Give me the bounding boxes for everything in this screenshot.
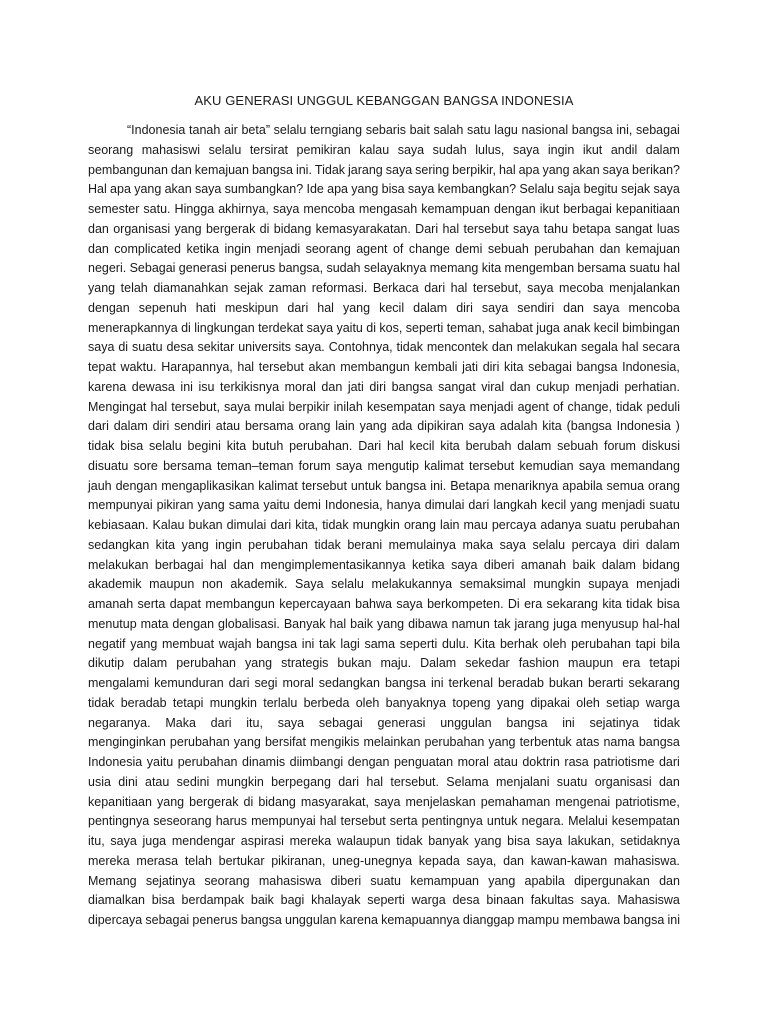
- paragraph-line: menutup mata dengan globalisasi. Banyak hal baik yang dibawa namun tak jarang juga menyusup hal-hal: [88, 616, 680, 631]
- paragraph-line: tidak bisa selalu begini kita butuh perubahan. Dari hal kecil kita berubah dalam sebuah forum diskusi: [88, 439, 680, 453]
- paragraph-line: menerapkannya di lingkungan terdekat saya yaitu di kos, seperti teman, sahabat juga anak kecil bimbingan: [88, 320, 680, 335]
- paragraph-line: tepat waktu. Harapannya, hal tersebut akan membangun kembali jati diri kita sebagai bangsa Indonesia,: [88, 360, 680, 374]
- paragraph-line: pembangunan dan kemajuan bangsa ini. Tidak jarang saya sering berpikir, hal apa yang akan saya berikan?: [88, 162, 680, 177]
- paragraph-line: amanah serta dapat membangun kepercayaan bahwa saya berkompeten. Di era sekarang kita tidak bisa: [88, 597, 680, 611]
- paragraph-line: saya di suatu desa sekitar universits saya. Contohnya, tidak mencontek dan melakukan segala hal secara: [88, 340, 680, 355]
- document-title: AKU GENERASI UNGGUL KEBANGGAN BANGSA INDONESIA: [194, 93, 574, 108]
- paragraph-line: tidak beradab tetapi mungkin terlalu berbeda oleh banyaknya topeng yang dipakai oleh setiap warga: [88, 695, 680, 710]
- paragraph-line: karena dewasa ini isu terkikisnya moral dan jati diri bangsa sangat viral dan cukup menjadi perhatian.: [88, 379, 680, 394]
- paragraph-line: negeri. Sebagai generasi penerus bangsa, sudah selayaknya memang kita mengemban bersama suatu hal: [88, 261, 680, 276]
- paragraph-line: Indonesia yaitu perubahan dinamis diimbangi dengan penguatan moral atau doktrin rasa patriotisme dari: [88, 755, 680, 769]
- essay-paragraph: [88, 121, 680, 931]
- paragraph-line: usia dini atau sedini mungkin berpegang dari hal tersebut. Selama menjalani suatu organisasi dan: [88, 774, 680, 789]
- paragraph-line: dan complicated ketika ingin menjadi seorang agent of change demi sebuah perubahan dan kemajuan: [88, 241, 680, 256]
- paragraph-line: pentingnya seseorang harus mempunyai hal tersebut serta pentingnya untuk negara. Melalui kesempatan: [88, 814, 680, 829]
- paragraph-line: semester satu. Hingga akhirnya, saya mencoba mengasah kemampuan dengan ikut berbagai kepanitiaan: [88, 202, 680, 216]
- paragraph-line: mempunyai pikiran yang sama yaitu demi Indonesia, hanya dimulai dari langkah kecil yang menjadi suatu: [88, 498, 680, 513]
- paragraph-line: diamalkan bisa berdampak baik bagi khalayak seperti warga desa binaan fakultas saya. Mahasiswa: [88, 893, 680, 908]
- paragraph-line: negaranya. Maka dari itu, saya sebagai generasi unggulan bangsa ini sejatinya tidak: [88, 715, 680, 730]
- paragraph-line: Hal apa yang akan saya sumbangkan? Ide apa yang bisa saya kembangkan? Selalu saja begitu sejak saya: [88, 182, 680, 197]
- paragraph-line: melakukan berbagai hal dan mengimplementasikannya ketika saya diberi amanah baik dalam bidang: [88, 557, 680, 572]
- paragraph-line: itu, saya juga mendengar aspirasi mereka walaupun tidak banyak yang bisa saya lakukan, setidaknya: [88, 834, 680, 848]
- paragraph-line: kepanitiaan yang bergerak di bidang masyarakat, saya menjelaskan pemahaman mengenai patriotisme,: [88, 794, 680, 809]
- paragraph-line: negatif yang membuat wajah bangsa ini tak lagi sama seperti dulu. Kita berhak oleh perubahan tapi bila: [88, 636, 680, 651]
- paragraph-line: mengalami kemunduran dari segi moral sedangkan bangsa ini terkenal beradab bukan berarti sekarang: [88, 676, 680, 690]
- paragraph-line: dari dalam diri sendiri atau bersama orang lain yang ada dipikiran saya adalah kita (bangsa Indonesia ): [88, 419, 680, 434]
- paragraph-line: Mengingat hal tersebut, saya mulai berpikir inilah kesempatan saya menjadi agent of change, tidak peduli: [88, 399, 680, 414]
- paragraph-line: menginginkan perubahan yang bersifat mengikis melainkan perubahan yang terbentuk atas nama bangsa: [88, 735, 680, 750]
- paragraph-line: yang telah diamanahkan sejak zaman reformasi. Berkaca dari hal tersebut, saya mecoba menjalankan: [88, 281, 680, 295]
- paragraph-line: akademik maupun non akademik. Saya selalu melakukannya semaksimal mungkin supaya menjadi: [88, 577, 680, 592]
- paragraph-line: mereka merasa telah bertukar pikiranan, uneg-unegnya kepada saya, dan kawan-kawan mahasiswa.: [88, 853, 680, 868]
- paragraph-line: disuatu sore bersama teman–teman forum saya mengutip kalimat tersebut kemudian saya memandang: [88, 458, 680, 473]
- paragraph-line: dan organisasi yang bergerak di bidang kemasyarakatan. Dari hal tersebut saya tahu betapa sangat luas: [88, 221, 680, 236]
- paragraph-line: dipercaya sebagai penerus bangsa unggulan karena kemapuannya dianggap mampu membawa bangsa ini: [88, 913, 680, 927]
- paragraph-line: dikutip dalam perubahan yang strategis bukan maju. Dalam sekedar fashion maupun era tetapi: [88, 656, 680, 671]
- paragraph-line: sedangkan kita yang ingin perubahan tidak berani memulainya maka saya selalu percaya diri dalam: [88, 537, 680, 552]
- paragraph-line: Memang sejatinya seorang mahasiswa diberi suatu kemampuan yang apabila dipergunakan dan: [88, 873, 680, 888]
- paragraph-line: “Indonesia tanah air beta” selalu terngiang sebaris bait salah satu lagu nasional bangsa ini, sebagai: [127, 123, 680, 137]
- paragraph-line: seorang mahasiswi selalu tersirat pemikiran kalau saya sudah lulus, saya ingin ikut andil dalam: [88, 142, 680, 157]
- paragraph-line: dengan sepenuh hati meskipun dari hal yang kecil dalam diri saya sendiri dan saya mencoba: [88, 300, 680, 315]
- paragraph-line: jauh dengan mengaplikasikan kalimat tersebut untuk bangsa ini. Betapa menariknya apabila semua orang: [88, 478, 680, 493]
- paragraph-line: kebiasaan. Kalau bukan dimulai dari kita, tidak mungkin orang lain mau percaya adanya suatu perubahan: [88, 518, 680, 532]
